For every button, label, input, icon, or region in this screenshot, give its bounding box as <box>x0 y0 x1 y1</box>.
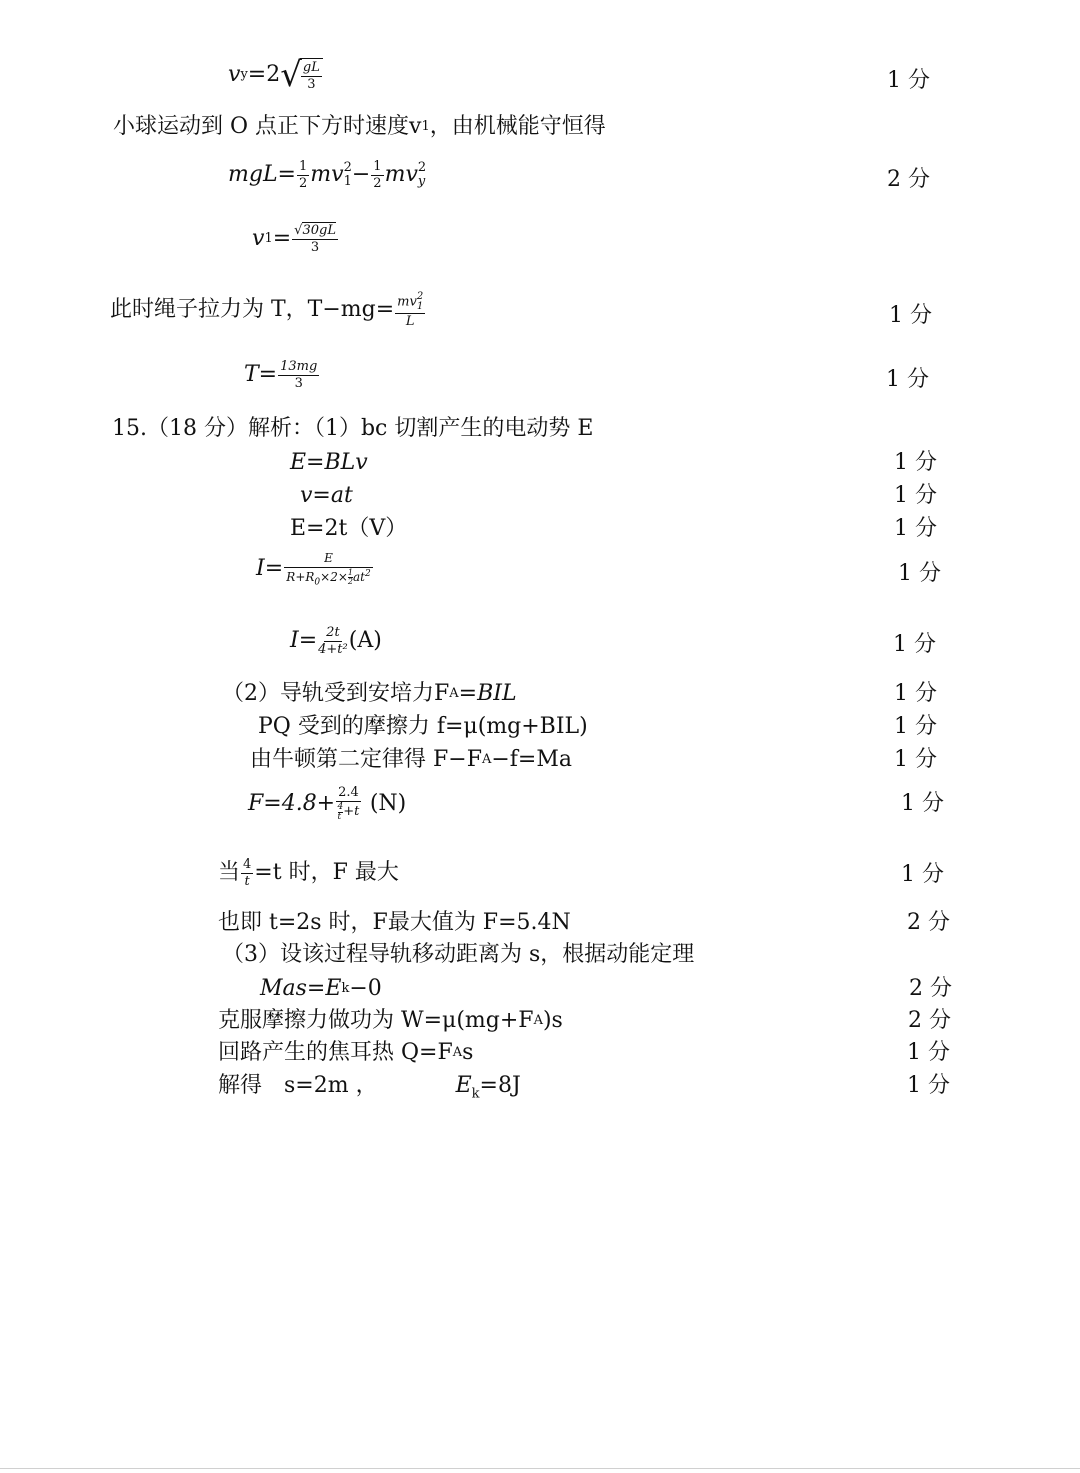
radical-sign: √ <box>280 55 302 95</box>
eq-E-2t: E=2t（V） <box>290 516 408 541</box>
score-I-result: 1 分 <box>893 632 936 657</box>
frac-13mg-3: $\frac{13mg}{3}$ <box>280 359 318 391</box>
frac-gl-3: $\frac{gL}{3}$ <box>302 60 320 92</box>
eq-Mas: Mas=E k −0 <box>260 976 382 1001</box>
score-FA: 1 分 <box>894 681 937 706</box>
score-Mas: 2 分 <box>909 976 952 1001</box>
q15-header: 15.（18 分）解析：（1）bc 切割产生的电动势 E <box>112 416 594 441</box>
score-friction: 1 分 <box>894 714 937 739</box>
frac-half-2: $\frac{1}{2}$ <box>373 159 382 191</box>
joule-line: 回路产生的焦耳热 Q=F A s <box>218 1040 474 1065</box>
score-fmax: 2 分 <box>907 910 950 935</box>
eq-T: T= $\frac{13mg}{3}$ <box>244 359 318 391</box>
part3-line: （3）设该过程导轨移动距离为 s，根据动能定理 <box>222 942 695 967</box>
score-I-general: 1 分 <box>898 561 941 586</box>
score-condition: 1 分 <box>901 862 944 887</box>
frac-v1: $\frac{√30gL}{3}$ <box>294 223 336 255</box>
condition-line: 当 $\frac{4}{t}$ =t 时，F 最大 <box>218 857 399 889</box>
newton-line: 由牛顿第二定律得 F−F A −f=Ma <box>250 747 573 772</box>
score-solve: 1 分 <box>907 1073 950 1098</box>
score-joule: 1 分 <box>907 1040 950 1065</box>
page-bottom-rule <box>0 1468 1080 1469</box>
score-tension: 1 分 <box>889 303 932 328</box>
ball-intro-line: 小球运动到 O 点正下方时速度v 1 ，由机械能守恒得 <box>113 114 606 139</box>
frac-I-result: $\frac{2t}{\text{4+t²}}$ <box>318 625 348 657</box>
score-work: 2 分 <box>908 1008 951 1033</box>
score-T: 1 分 <box>886 367 929 392</box>
score-vy: 1 分 <box>887 68 930 93</box>
eq-F: F=4.8+ 2.4 4 t +t (N) <box>248 785 407 822</box>
eq-v-at: v=at <box>300 483 353 508</box>
eq-v1: v 1 = $\frac{√30gL}{3}$ <box>252 223 336 255</box>
friction-line: PQ 受到的摩擦力 f=μ(mg+BIL) <box>258 714 588 739</box>
frac-F: 2.4 4 t +t <box>337 785 360 822</box>
vy-equals: =2 <box>247 62 281 87</box>
work-line: 克服摩擦力做功为 W=μ(mg+F A )s <box>218 1008 563 1033</box>
solve-line: 解得 s=2m ， $E_k=8J$ <box>218 1073 521 1102</box>
vy-symbol: v <box>228 62 241 87</box>
eq-vy: v y =2 √ $\frac{gL}{3}$ <box>228 58 323 92</box>
frac-half-1: $\frac{1}{2}$ <box>299 159 308 191</box>
score-energy: 2 分 <box>887 167 930 192</box>
eq-energy: mgL= $\frac{1}{2}$ mv 2 1 − $\frac{1}{2}$ mv 2 y <box>228 159 427 191</box>
eq-I-result: I= $\frac{2t}{\text{4+t²}}$ (A) <box>290 625 382 657</box>
score-newton: 1 分 <box>894 747 937 772</box>
frac-mv1sq-over-L: mv 2 1 L <box>397 291 424 329</box>
part2-line: （2）导轨受到安培力F A =BIL <box>222 681 517 706</box>
frac-I-general: E $R+R_0\times 2\times$ $\frac{1}{2}$ $at^2$ <box>284 552 373 586</box>
eq-E-BLv: E=BLv <box>290 450 368 475</box>
sqrt-gl-over-3 <box>280 55 323 95</box>
frac-4-over-t: $\frac{4}{t}$ <box>243 857 252 889</box>
eq-I-general: I= E $R+R_0\times 2\times$ $\frac{1}{2}$ $at^2$ <box>256 552 374 586</box>
score-F: 1 分 <box>901 791 944 816</box>
tension-line: 此时绳子拉力为 T，T−mg= mv 2 1 L <box>110 291 424 329</box>
score-E-2t: 1 分 <box>894 516 937 541</box>
score-v-at: 1 分 <box>894 483 937 508</box>
score-E-BLv: 1 分 <box>894 450 937 475</box>
fmax-line: 也即 t=2s 时，F最大值为 F=5.4N <box>218 910 571 935</box>
